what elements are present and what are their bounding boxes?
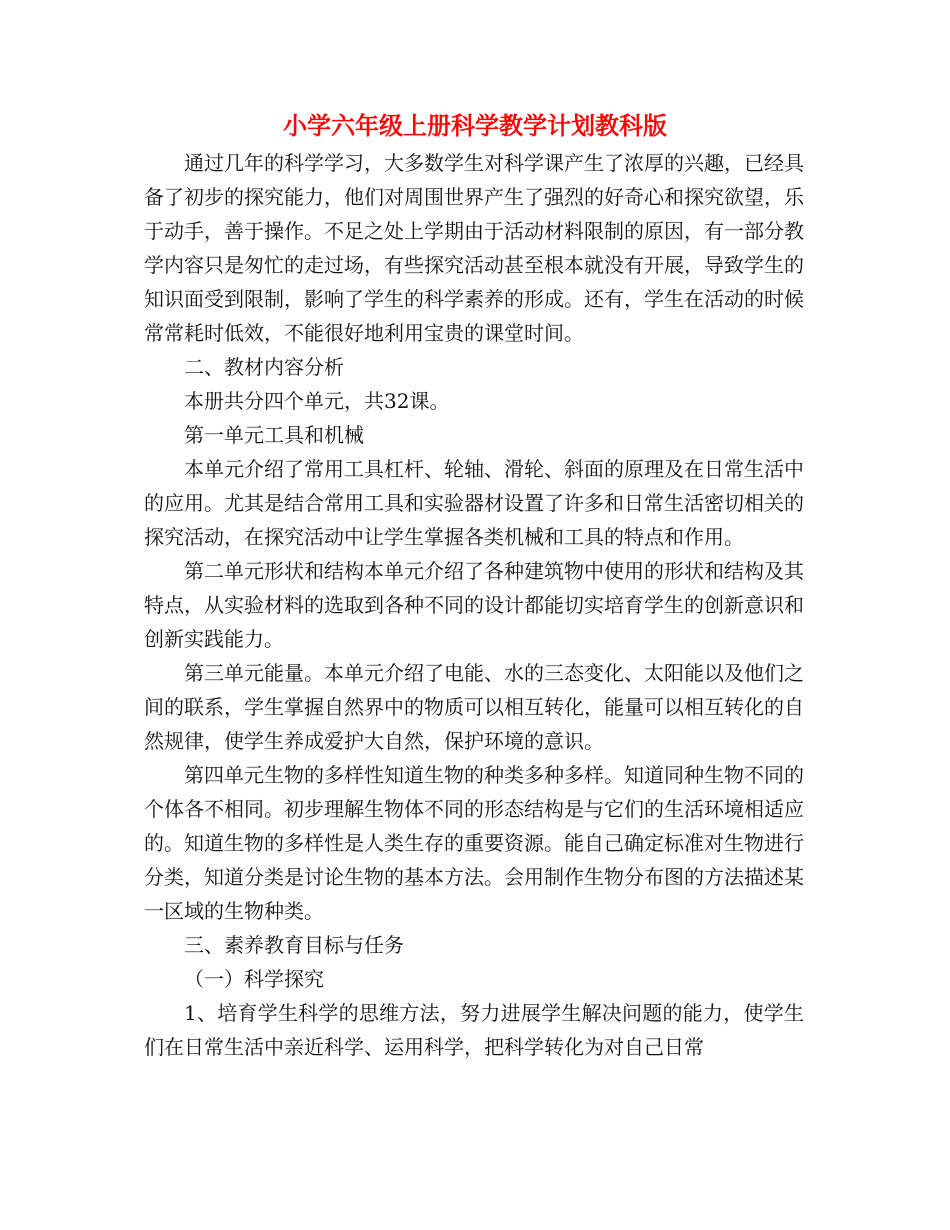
heading-science-inquiry: （一）科学探究 [184, 967, 324, 991]
paragraph-intro: 通过几年的科学学习，大多数学生对科学课产生了浓厚的兴趣，已经具备了初步的探究能力，他们对周围世界产生了强烈的好奇心和探究欲望，乐于动手，善于操作。不足之处上学期由于活动材料限制的原因，有一部分教学内容只是匆忙的走过场，有些探究活动甚至根本就没有开展，导致学生的知识面受到限制，影响了学生的科学素养的形成。还有，学生在活动的时候常常耗时低效，不能很好地利用宝贵的课堂时间。 [144, 151, 804, 345]
document-title: 小学六年级上册科学教学计划教科版 [283, 111, 667, 140]
paragraph-unit-count: 本册共分四个单元，共32课。 [184, 389, 450, 413]
paragraph-unit-two: 第二单元形状和结构本单元介绍了各种建筑物中使用的形状和结构及其特点，从实验材料的选取到各种不同的设计都能切实培育学生的创新意识和创新实践能力。 [144, 559, 804, 651]
heading-education-goals: 三、素养教育目标与任务 [184, 933, 404, 957]
paragraph-unit-four: 第四单元生物的多样性知道生物的种类多种多样。知道同种生物不同的个体各不相同。初步理解生物体不同的形态结构是与它们的生活环境相适应的。知道生物的多样性是人类生存的重要资源。能自己确定标准对生物进行分类，知道分类是讨论生物的基本方法。会用制作生物分布图的方法描述某一区域的生物种类。 [144, 763, 804, 923]
paragraph-unit-one: 本单元介绍了常用工具杠杆、轮轴、滑轮、斜面的原理及在日常生活中的应用。尤其是结合常用工具和实验器材设置了许多和日常生活密切相关的探究活动，在探究活动中让学生掌握各类机械和工具的特点和作用。 [144, 457, 804, 549]
paragraph-unit-three: 第三单元能量。本单元介绍了电能、水的三态变化、太阳能以及他们之间的联系，学生掌握自然界中的物质可以相互转化，能量可以相互转化的自然规律，使学生养成爱护大自然，保护环境的意识。 [144, 661, 804, 753]
heading-unit-one: 第一单元工具和机械 [184, 423, 364, 447]
paragraph-goal-one: 1、培育学生科学的思维方法，努力进展学生解决问题的能力，使学生们在日常生活中亲近科学、运用科学，把科学转化为对自己日常 [144, 1001, 804, 1059]
heading-textbook-analysis: 二、教材内容分析 [184, 355, 344, 379]
document-body [144, 146, 804, 1064]
